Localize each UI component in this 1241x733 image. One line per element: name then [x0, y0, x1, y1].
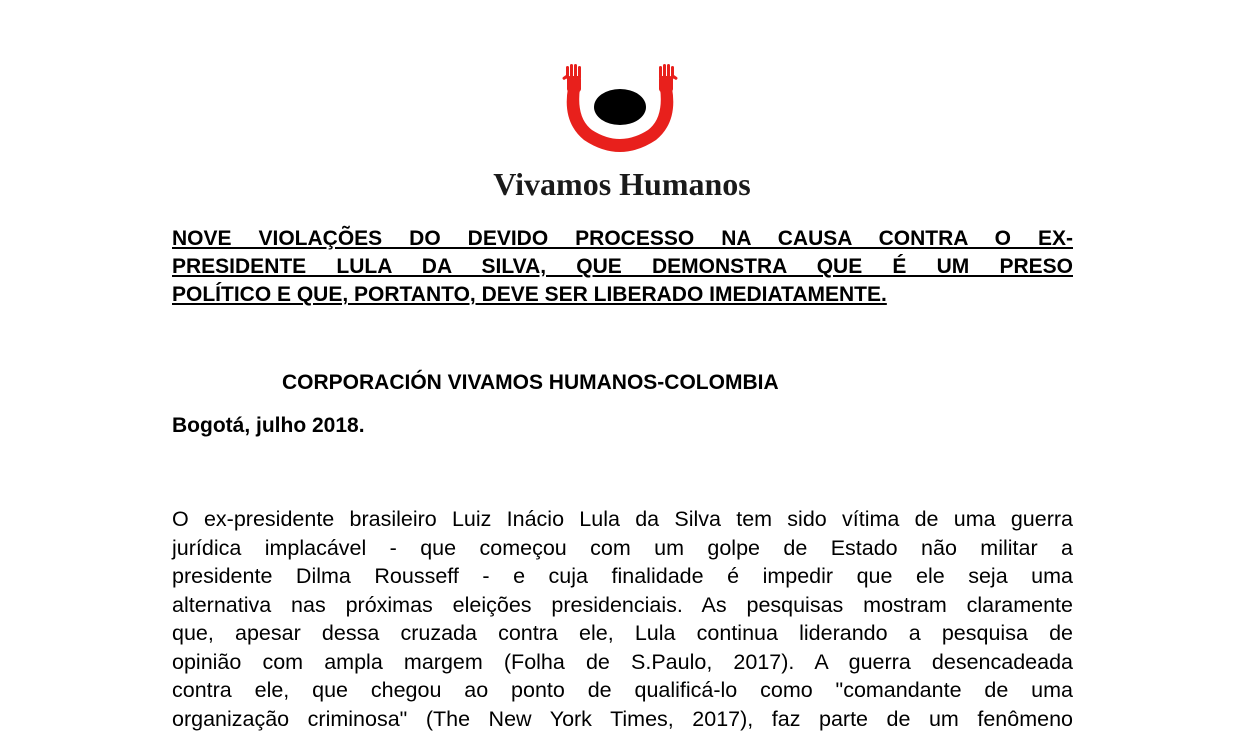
dateline: Bogotá, julho 2018. — [172, 412, 365, 440]
title-line-1: NOVE VIOLAÇÕES DO DEVIDO PROCESSO NA CAUSA CONTRA O EX- — [172, 225, 1073, 253]
body-line: opinião com ampla margem (Folha de S.Paulo, 2017). A guerra desencadeada — [172, 648, 1073, 677]
body-line: organização criminosa" (The New York Times, 2017), faz parte de um fenômeno — [172, 705, 1073, 733]
brand-name: Vivamos Humanos — [452, 164, 792, 204]
document-title — [172, 225, 1073, 309]
body-line: alternativa nas próximas eleições presidenciais. As pesquisas mostram claramente — [172, 591, 1073, 620]
body-line: presidente Dilma Rousseff - e cuja finalidade é impedir que ele seja uma — [172, 562, 1073, 591]
body-line: jurídica implacável - que começou com um golpe de Estado não militar a — [172, 534, 1073, 563]
body-line: que, apesar dessa cruzada contra ele, Lula continua liderando a pesquisa de — [172, 619, 1073, 648]
vivamos-humanos-logo-icon — [540, 62, 700, 162]
title-line-2: PRESIDENTE LULA DA SILVA, QUE DEMONSTRA QUE É UM PRESO — [172, 253, 1073, 281]
body-line: contra ele, que chegou ao ponto de qualificá-lo como "comandante de uma — [172, 676, 1073, 705]
organization-heading: CORPORACIÓN VIVAMOS HUMANOS-COLOMBIA — [282, 369, 779, 397]
body-line: O ex-presidente brasileiro Luiz Inácio Lula da Silva tem sido vítima de uma guerra — [172, 505, 1073, 534]
title-line-3: POLÍTICO E QUE, PORTANTO, DEVE SER LIBERADO IMEDIATAMENTE. — [172, 281, 1073, 309]
body-paragraph — [172, 505, 1073, 733]
